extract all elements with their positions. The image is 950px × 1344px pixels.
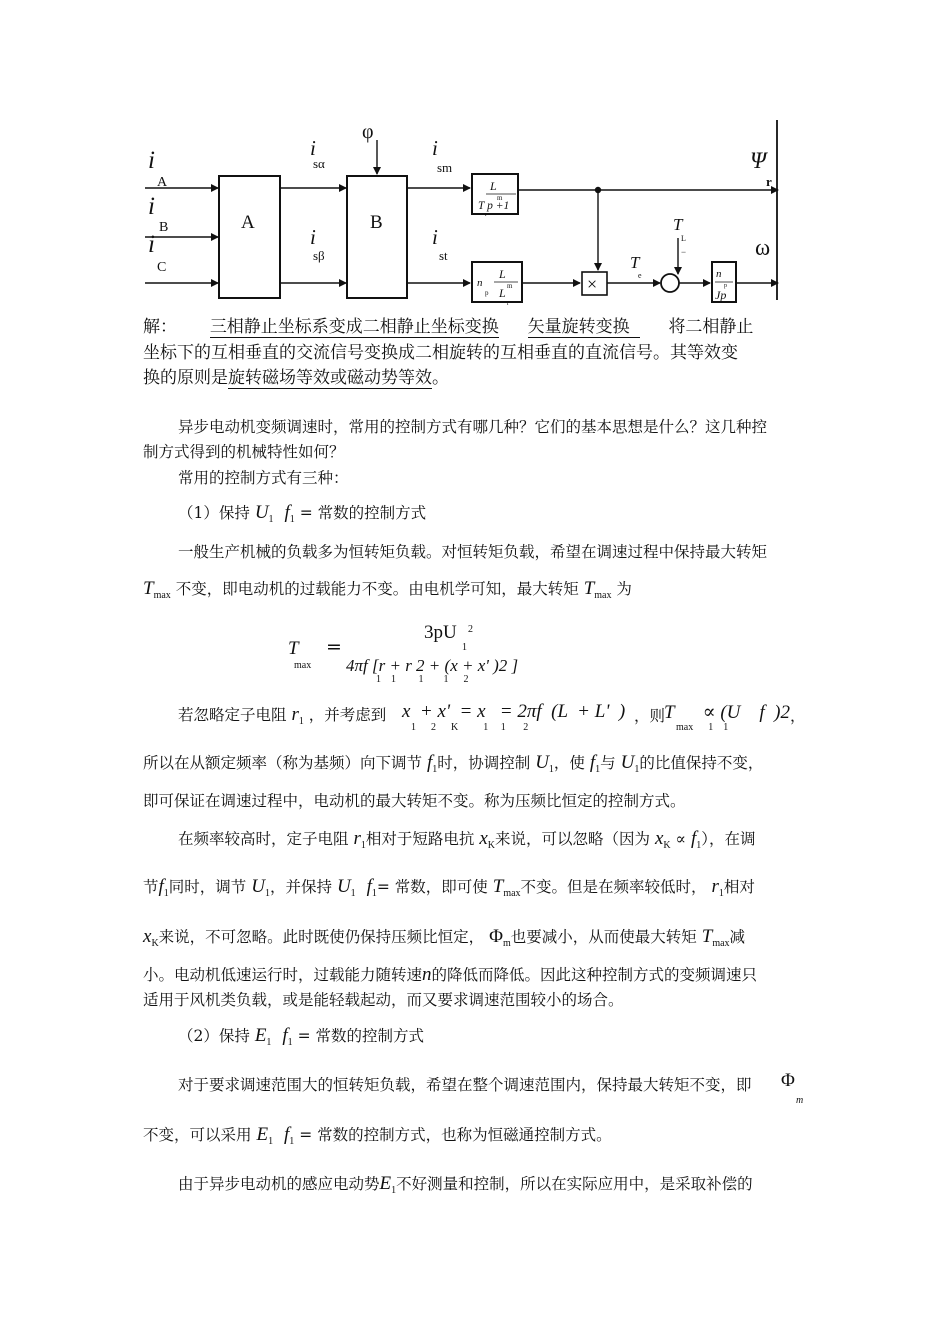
label-i-st: i xyxy=(432,225,438,249)
para-2: 若忽略定子电阻 $r_1$ ，并考虑到 xyxy=(178,704,387,728)
label-psi-sub: r xyxy=(766,174,772,189)
para-3a: 所以在从额定频率（称为基频）向下调节 $f_1$时，协调控制 $U_1$，使 $f_1$与 $U_1$的比值保持不变， xyxy=(143,752,764,776)
para-4a: 在频率较高时，定子电阻 $r_1$相对于短路电抗 $x_K$来说，可以忽略（因为 $x_K \propto f_1$），在调 xyxy=(178,828,756,852)
para-4c: $x_K$来说，不可忽略。此时既使仍保持压频比恒定， $\Phi_m$也要减小，从而使最大转矩 $T_{max}$减 xyxy=(143,926,746,950)
label-i-s-alpha-sub: sα xyxy=(313,156,325,171)
answer-label: 解： xyxy=(143,317,177,337)
para-2-equation-subs: 1 2 K 1 1 2 xyxy=(411,722,529,733)
block-a xyxy=(219,176,280,298)
block-b-label: B xyxy=(370,212,383,233)
para-4d: 小。电动机低速运行时，过载能力随转速n的降低而降低。因此这种控制方式的变频调速只 xyxy=(143,964,758,985)
tmax-formula: T max = 3pU 2 1 4πf [r + r 2 + (x + x' )2 ] 1 1 1 1 2 xyxy=(288,622,519,685)
multiplier-symbol: × xyxy=(587,274,598,294)
para-2-proportional-subs: max 1 1 xyxy=(676,722,729,733)
label-i-st-sub: st xyxy=(439,248,448,263)
answer-line-3: 换的原则是旋转磁场等效或磁动势等效。 xyxy=(143,368,449,388)
block-b xyxy=(347,176,407,298)
tf2-den: L xyxy=(499,286,506,300)
question-line-1: 异步电动机变频调速时，常用的控制方式有哪几种？它们的基本思想是什么？这几种控 xyxy=(178,418,768,436)
block-a-label: A xyxy=(241,212,255,233)
para-3b: 即可保证在调速过程中，电动机的最大转矩不变。称为压频比恒定的控制方式。 xyxy=(143,792,686,810)
sum-junction xyxy=(661,274,679,292)
label-omega: ω xyxy=(755,235,771,260)
tf1-den: T p +1 xyxy=(478,200,510,212)
tf2-num: L xyxy=(499,267,506,281)
label-sub-a: A xyxy=(157,175,168,190)
label-tl: T xyxy=(673,215,683,234)
para-4b: 节$f_1$同时，调节 $U_1$，并保持 $U_1$ $f_1=$ 常数，即可使 $T_{max}$不变。但是在频率较低时， $r_1$相对 xyxy=(143,876,755,900)
para-5a: 对于要求调速范围大的恒转矩负载，希望在整个调速范围内，保持最大转矩不变，即 xyxy=(178,1076,752,1094)
label-te: T xyxy=(630,253,640,272)
tf1-num-sub: m xyxy=(497,194,503,202)
tf3-num: n xyxy=(716,268,722,280)
para-6: 由于异步电动机的感应电动势$E_1$不好测量和控制，所以在实际应用中，是采取补偿的 xyxy=(178,1173,753,1197)
para-1b: $T_{max}$ 不变，即电动机的过载能力不变。由电机学可知，最大转矩 $T_{max}$ 为 xyxy=(143,578,632,602)
question-line-2: 制方式得到的机械特性如何？ xyxy=(143,443,345,461)
tf2-num-sub: m xyxy=(507,282,513,290)
label-tl-minus: − xyxy=(681,247,687,257)
method-2-heading: （2）保持 $E_1$ $f_1$ = 常数的控制方式 xyxy=(178,1025,424,1049)
answer-text-1: 将二相静止 xyxy=(668,317,754,337)
label-i-s-beta: i xyxy=(310,225,316,249)
para-2-end: ， xyxy=(790,707,806,725)
para-5a-phi: Φ xyxy=(781,1070,795,1091)
tf1-den-sub: r xyxy=(485,212,487,218)
para-1a: 一般生产机械的负载多为恒转矩负载。对恒转矩负载，希望在调速过程中保持最大转矩 xyxy=(178,543,768,561)
answer-blank-1: 三相静止坐标系变成二相静止坐标变换 xyxy=(209,317,499,337)
label-phi: φ xyxy=(362,121,374,143)
para-2-then: ，则 xyxy=(634,707,666,725)
label-te-sub: e xyxy=(638,271,642,280)
label-i-sm-sub: sm xyxy=(437,160,453,175)
tf3-num-sub: p xyxy=(724,283,727,289)
answer-line-2: 坐标下的互相垂直的交流信号变换成二相旋转的互相垂直的直流信号。其等效变 xyxy=(143,343,738,363)
answer-blank-2: 矢量旋转变换 xyxy=(528,317,640,338)
label-i-b: i xyxy=(148,193,155,220)
para-5a-phi-sub: m xyxy=(796,1095,804,1106)
label-sub-b: B xyxy=(159,220,169,235)
answer-line-1 xyxy=(143,316,753,338)
para-5b: 不变，可以采用 $E_1$ $f_1$ = 常数的控制方式，也称为恒磁通控制方式。 xyxy=(143,1124,612,1148)
label-i-c: i xyxy=(148,231,155,258)
label-i-a: i xyxy=(148,147,155,174)
tf1-num: L xyxy=(490,179,497,193)
tf2-np-sub: p xyxy=(485,289,489,297)
para-2-equation: x + x' = x = 2πf (L + L' ) xyxy=(402,701,626,722)
label-i-s-alpha: i xyxy=(310,136,316,160)
tf2-np: n xyxy=(477,277,483,289)
tf3-den: Jp xyxy=(715,288,727,302)
label-i-sm: i xyxy=(432,136,438,160)
tf2-den-sub: r xyxy=(507,301,509,307)
method-1-heading: （1）保持 $U_1$ $f_1$ = 常数的控制方式 xyxy=(178,502,427,526)
para-4e: 适用于风机类负载，或是能轻载起动，而又要求调速范围较小的场合。 xyxy=(143,991,624,1009)
vector-control-block-diagram xyxy=(130,110,800,310)
answer-blank-3: 旋转磁场等效或磁动势等效 xyxy=(228,368,432,388)
label-tl-sub: L xyxy=(681,234,686,243)
label-i-s-beta-sub: sβ xyxy=(313,248,325,263)
para-2-proportional: T ∝ (U f )2 xyxy=(664,702,790,723)
method-intro: 常用的控制方式有三种： xyxy=(178,469,349,487)
label-psi: Ψ xyxy=(750,148,767,173)
label-sub-c: C xyxy=(157,260,167,275)
